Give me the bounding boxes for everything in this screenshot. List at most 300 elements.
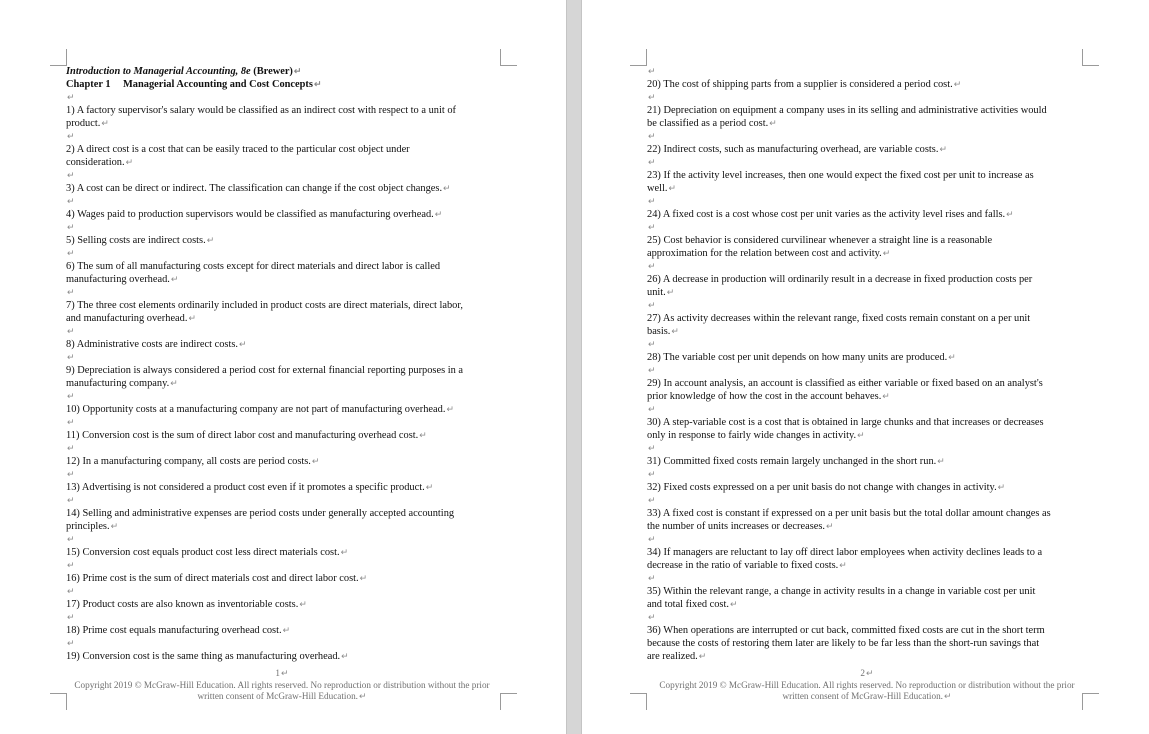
paragraph-mark-icon: ↵ xyxy=(446,404,454,414)
question-item xyxy=(647,104,1087,130)
empty-paragraph xyxy=(66,442,498,455)
question-text: Selling costs are indirect costs. xyxy=(77,235,206,246)
question-text: As activity decreases within the relevant range, fixed costs remain constant on a per unit xyxy=(662,313,1031,324)
question-item xyxy=(647,143,1087,156)
question-text: A step-variable cost is a cost that is obtained in large chunks and that increases or decreases xyxy=(662,417,1044,428)
paragraph-mark-icon: ↵ xyxy=(997,482,1006,492)
question-number: 12) xyxy=(66,456,80,467)
empty-paragraph xyxy=(647,91,1087,104)
copyright-line-1: Copyright 2019 © McGraw-Hill Education. All rights reserved. No reproduction or distribution without the prior xyxy=(659,679,1075,690)
question-line xyxy=(66,143,498,156)
question-number: 2) xyxy=(66,144,75,155)
question-text: If managers are reluctant to lay off direct labor employees when activity declines leads to a xyxy=(663,547,1043,558)
question-line xyxy=(647,143,1087,156)
paragraph-mark-icon: ↵ xyxy=(67,287,75,297)
question-line xyxy=(647,520,1087,533)
page-number: 2 xyxy=(860,668,866,678)
chapter-title: Managerial Accounting and Cost Concepts xyxy=(123,79,313,90)
question-item xyxy=(647,351,1087,364)
question-text: Administrative costs are indirect costs. xyxy=(76,339,238,350)
paragraph-mark-icon: ↵ xyxy=(866,668,874,678)
paragraph-mark-icon: ↵ xyxy=(358,691,367,701)
question-list xyxy=(66,91,498,663)
question-number: 14) xyxy=(66,508,80,519)
question-line xyxy=(647,351,1087,364)
question-line xyxy=(647,429,1087,442)
empty-paragraph xyxy=(647,338,1087,351)
question-line xyxy=(66,273,498,286)
question-line xyxy=(647,208,1087,221)
paragraph-mark-icon: ↵ xyxy=(668,183,677,193)
question-number: 9) xyxy=(66,365,75,376)
question-text: Depreciation is always considered a period cost for external financial reporting purposes in a xyxy=(77,365,464,376)
question-text: manufacturing company. xyxy=(66,378,170,389)
question-text: Conversion cost equals product cost less direct materials cost. xyxy=(82,547,340,558)
paragraph-mark-icon: ↵ xyxy=(281,668,289,678)
paragraph-mark-icon: ↵ xyxy=(67,443,75,453)
chapter-heading xyxy=(66,78,498,91)
question-text: consideration. xyxy=(66,157,125,168)
question-item xyxy=(647,273,1087,299)
paragraph-mark-icon: ↵ xyxy=(434,209,443,219)
crop-mark-top-left xyxy=(630,49,647,66)
question-line xyxy=(647,650,1087,663)
paragraph-mark-icon: ↵ xyxy=(648,365,656,375)
question-text: Indirect costs, such as manufacturing overhead, are variable costs. xyxy=(663,144,939,155)
paragraph-mark-icon: ↵ xyxy=(729,599,738,609)
page-gutter xyxy=(566,0,582,734)
question-item xyxy=(647,78,1087,91)
question-number: 33) xyxy=(647,508,661,519)
question-number: 28) xyxy=(647,352,661,363)
question-line xyxy=(66,364,498,377)
paragraph-mark-icon: ↵ xyxy=(937,456,945,466)
paragraph-mark-icon: ↵ xyxy=(67,196,75,206)
paragraph-mark-icon: ↵ xyxy=(311,456,320,466)
paragraph-mark-icon: ↵ xyxy=(341,651,349,661)
question-text: approximation for the relation between cost and activity. xyxy=(647,248,882,259)
paragraph-mark-icon: ↵ xyxy=(648,469,656,479)
question-text: Advertising is not considered a product cost even if it promotes a specific product. xyxy=(81,482,425,493)
question-item xyxy=(647,507,1087,533)
paragraph-mark-icon: ↵ xyxy=(67,131,75,141)
copyright-line-1: Copyright 2019 © McGraw-Hill Education. All rights reserved. No reproduction or distribution without the prior xyxy=(74,679,490,690)
question-line xyxy=(66,377,498,390)
question-line xyxy=(66,312,498,325)
question-line xyxy=(647,455,1087,468)
empty-paragraph xyxy=(66,221,498,234)
question-number: 34) xyxy=(647,547,661,558)
question-number: 23) xyxy=(647,170,661,181)
paragraph-mark-icon: ↵ xyxy=(939,144,947,154)
empty-paragraph xyxy=(66,351,498,364)
question-line xyxy=(647,117,1087,130)
question-item xyxy=(647,481,1087,494)
question-line xyxy=(647,325,1087,338)
question-text: be classified as a period cost. xyxy=(647,118,769,129)
question-text: prior knowledge of how the cost in the account behaves. xyxy=(647,391,882,402)
question-line xyxy=(66,507,498,520)
crop-mark-bottom-left xyxy=(50,693,67,710)
question-line xyxy=(66,260,498,273)
question-text: In a manufacturing company, all costs are period costs. xyxy=(82,456,311,467)
question-item xyxy=(647,585,1087,611)
question-text: Wages paid to production supervisors would be classified as manufacturing overhead. xyxy=(77,209,434,220)
question-line xyxy=(66,650,498,663)
paragraph-mark-icon: ↵ xyxy=(943,691,952,701)
question-line xyxy=(647,104,1087,117)
question-line xyxy=(647,546,1087,559)
question-line xyxy=(647,377,1087,390)
question-number: 17) xyxy=(66,599,80,610)
empty-paragraph xyxy=(647,195,1087,208)
empty-paragraph xyxy=(647,468,1087,481)
paragraph-mark-icon: ↵ xyxy=(67,222,75,232)
question-text: The variable cost per unit depends on how many units are produced. xyxy=(663,352,948,363)
question-text: The sum of all manufacturing costs except for direct materials and direct labor is called xyxy=(77,261,441,272)
question-number: 16) xyxy=(66,573,80,584)
paragraph-mark-icon: ↵ xyxy=(170,378,178,388)
empty-paragraph xyxy=(66,468,498,481)
paragraph-mark-icon: ↵ xyxy=(648,534,656,544)
document-page-2 xyxy=(582,0,1149,734)
question-line xyxy=(647,312,1087,325)
question-number: 22) xyxy=(647,144,661,155)
question-number: 29) xyxy=(647,378,661,389)
paragraph-mark-icon: ↵ xyxy=(671,326,679,336)
empty-paragraph xyxy=(66,416,498,429)
question-text: the number of units increases or decreases. xyxy=(647,521,826,532)
question-item xyxy=(66,364,498,390)
question-line xyxy=(66,338,498,351)
paragraph-mark-icon: ↵ xyxy=(648,66,656,76)
question-number: 26) xyxy=(647,274,661,285)
question-item xyxy=(66,455,498,468)
paragraph-mark-icon: ↵ xyxy=(101,118,109,128)
book-title: Introduction to Managerial Accounting, 8e xyxy=(66,66,251,77)
paragraph-mark-icon: ↵ xyxy=(170,274,179,284)
question-item xyxy=(66,182,498,195)
question-line xyxy=(647,234,1087,247)
question-line xyxy=(647,585,1087,598)
question-text: A fixed cost is a cost whose cost per unit varies as the activity level rises and falls. xyxy=(662,209,1006,220)
paragraph-mark-icon: ↵ xyxy=(666,287,675,297)
question-line xyxy=(66,104,498,117)
paragraph-mark-icon: ↵ xyxy=(67,586,75,596)
question-number: 4) xyxy=(66,209,75,220)
question-text: only in response to fairly wide changes in activity. xyxy=(647,430,857,441)
question-text: Selling and administrative expenses are period costs under generally accepted accounting xyxy=(82,508,455,519)
question-line xyxy=(647,637,1087,650)
paragraph-mark-icon: ↵ xyxy=(110,521,119,531)
page-body[interactable] xyxy=(647,65,1087,663)
question-line xyxy=(66,546,498,559)
paragraph-mark-icon: ↵ xyxy=(340,547,349,557)
question-number: 6) xyxy=(66,261,75,272)
question-line xyxy=(66,429,498,442)
paragraph-mark-icon: ↵ xyxy=(125,157,134,167)
crop-mark-bottom-left xyxy=(630,693,647,710)
question-number: 1) xyxy=(66,105,75,116)
question-number: 21) xyxy=(647,105,661,116)
paragraph-mark-icon: ↵ xyxy=(282,625,291,635)
question-line xyxy=(66,299,498,312)
empty-paragraph xyxy=(66,130,498,143)
question-number: 18) xyxy=(66,625,80,636)
question-text: decrease in the ratio of variable to fixed costs. xyxy=(647,560,839,571)
question-item xyxy=(647,312,1087,338)
page-body[interactable] xyxy=(66,65,498,663)
question-line xyxy=(647,416,1087,429)
empty-paragraph xyxy=(66,325,498,338)
empty-paragraph xyxy=(66,390,498,403)
paragraph-mark-icon: ↵ xyxy=(425,482,434,492)
question-number: 20) xyxy=(647,79,661,90)
page-footer xyxy=(647,668,1087,703)
empty-paragraph xyxy=(647,156,1087,169)
paragraph-mark-icon: ↵ xyxy=(67,326,75,336)
paragraph-mark-icon: ↵ xyxy=(419,430,427,440)
paragraph-mark-icon: ↵ xyxy=(648,495,656,505)
paragraph-mark-icon: ↵ xyxy=(648,612,656,622)
question-number: 35) xyxy=(647,586,661,597)
paragraph-mark-icon: ↵ xyxy=(313,79,322,89)
question-number: 31) xyxy=(647,456,661,467)
question-text: Conversion cost is the sum of direct labor cost and manufacturing overhead cost. xyxy=(82,430,419,441)
question-text: Cost behavior is considered curvilinear whenever a straight line is a reasonable xyxy=(663,235,993,246)
question-text: Conversion cost is the same thing as manufacturing overhead. xyxy=(82,651,341,662)
question-line xyxy=(647,559,1087,572)
question-line xyxy=(66,403,498,416)
paragraph-mark-icon: ↵ xyxy=(293,66,302,76)
question-item xyxy=(647,624,1087,663)
paragraph-mark-icon: ↵ xyxy=(648,573,656,583)
question-item xyxy=(66,299,498,325)
question-number: 36) xyxy=(647,625,661,636)
question-text: and total fixed cost. xyxy=(647,599,729,610)
question-item xyxy=(647,455,1087,468)
question-item xyxy=(66,104,498,130)
question-line xyxy=(66,117,498,130)
paragraph-mark-icon: ↵ xyxy=(67,391,75,401)
empty-paragraph xyxy=(66,637,498,650)
paragraph-mark-icon: ↵ xyxy=(839,560,847,570)
question-item xyxy=(66,650,498,663)
empty-paragraph xyxy=(66,169,498,182)
question-line xyxy=(647,390,1087,403)
question-item xyxy=(66,481,498,494)
question-list xyxy=(647,78,1087,663)
question-line xyxy=(647,286,1087,299)
paragraph-mark-icon: ↵ xyxy=(67,534,75,544)
question-text: A direct cost is a cost that can be easily traced to the particular cost object under xyxy=(76,144,410,155)
empty-paragraph xyxy=(647,260,1087,273)
question-line xyxy=(647,624,1087,637)
question-item xyxy=(647,208,1087,221)
question-item xyxy=(647,416,1087,442)
question-text: unit. xyxy=(647,287,666,298)
paragraph-mark-icon: ↵ xyxy=(826,521,834,531)
question-text: When operations are interrupted or cut back, committed fixed costs are cut in the short term xyxy=(663,625,1045,636)
question-number: 30) xyxy=(647,417,661,428)
question-number: 10) xyxy=(66,404,80,415)
question-text: The cost of shipping parts from a supplier is considered a period cost. xyxy=(663,79,953,90)
question-number: 15) xyxy=(66,547,80,558)
question-number: 8) xyxy=(66,339,75,350)
paragraph-mark-icon: ↵ xyxy=(953,79,962,89)
question-text: principles. xyxy=(66,521,110,532)
question-text: Committed fixed costs remain largely unchanged in the short run. xyxy=(663,456,937,467)
question-line xyxy=(647,182,1087,195)
question-text: A cost can be direct or indirect. The classification can change if the cost object changes. xyxy=(76,183,443,194)
question-number: 25) xyxy=(647,235,661,246)
question-item xyxy=(66,338,498,351)
chapter-label: Chapter 1 xyxy=(66,79,111,90)
question-number: 13) xyxy=(66,482,80,493)
question-text: In account analysis, an account is classified as either variable or fixed based on an analyst's xyxy=(663,378,1043,389)
question-item xyxy=(66,234,498,247)
empty-paragraph xyxy=(647,572,1087,585)
empty-paragraph xyxy=(647,442,1087,455)
question-number: 27) xyxy=(647,313,661,324)
crop-mark-top-right xyxy=(1082,49,1099,66)
question-text: If the activity level increases, then one would expect the fixed cost per unit to increase as xyxy=(663,170,1034,181)
question-item xyxy=(66,208,498,221)
paragraph-mark-icon: ↵ xyxy=(648,222,656,232)
question-item xyxy=(647,546,1087,572)
question-line xyxy=(66,572,498,585)
paragraph-mark-icon: ↵ xyxy=(206,235,215,245)
question-line xyxy=(647,598,1087,611)
empty-paragraph xyxy=(647,611,1087,624)
question-number: 32) xyxy=(647,482,661,493)
question-number: 11) xyxy=(66,430,80,441)
empty-paragraph xyxy=(647,403,1087,416)
question-line xyxy=(66,182,498,195)
question-text: A fixed cost is constant if expressed on a per unit basis but the total dollar amount changes as xyxy=(662,508,1051,519)
empty-paragraph xyxy=(66,247,498,260)
empty-paragraph xyxy=(66,91,498,104)
empty-paragraph xyxy=(66,195,498,208)
question-line xyxy=(66,234,498,247)
paragraph-mark-icon: ↵ xyxy=(698,651,707,661)
question-text: Prime cost is the sum of direct materials cost and direct labor cost. xyxy=(82,573,359,584)
empty-paragraph xyxy=(647,221,1087,234)
page-number: 1 xyxy=(275,668,281,678)
question-text: A decrease in production will ordinarily result in a decrease in fixed production costs per xyxy=(662,274,1033,285)
empty-paragraph xyxy=(647,494,1087,507)
page-footer xyxy=(66,668,498,703)
question-line xyxy=(66,156,498,169)
question-item xyxy=(66,572,498,585)
question-text: well. xyxy=(647,183,668,194)
paragraph-mark-icon: ↵ xyxy=(648,157,656,167)
paragraph-mark-icon: ↵ xyxy=(648,300,656,310)
question-item xyxy=(66,260,498,286)
question-line xyxy=(647,507,1087,520)
paragraph-mark-icon: ↵ xyxy=(857,430,865,440)
question-line xyxy=(66,208,498,221)
question-line xyxy=(66,520,498,533)
paragraph-mark-icon: ↵ xyxy=(648,261,656,271)
paragraph-mark-icon: ↵ xyxy=(648,404,656,414)
question-text: Opportunity costs at a manufacturing company are not part of manufacturing overhead. xyxy=(82,404,446,415)
paragraph-mark-icon: ↵ xyxy=(648,92,656,102)
question-item xyxy=(647,377,1087,403)
copyright-line-2: written consent of McGraw-Hill Education. xyxy=(782,691,943,701)
paragraph-mark-icon: ↵ xyxy=(948,352,956,362)
paragraph-mark-icon: ↵ xyxy=(67,638,75,648)
empty-paragraph xyxy=(66,286,498,299)
crop-mark-top-left xyxy=(50,49,67,66)
question-item xyxy=(66,507,498,533)
question-item xyxy=(647,234,1087,260)
paragraph-mark-icon: ↵ xyxy=(648,443,656,453)
paragraph-mark-icon: ↵ xyxy=(188,313,197,323)
paragraph-mark-icon: ↵ xyxy=(359,573,368,583)
paragraph-mark-icon: ↵ xyxy=(239,339,247,349)
question-line xyxy=(66,455,498,468)
paragraph-mark-icon: ↵ xyxy=(67,612,75,622)
empty-paragraph xyxy=(66,585,498,598)
paragraph-mark-icon: ↵ xyxy=(67,417,75,427)
question-text: Depreciation on equipment a company uses in its selling and administrative activities would xyxy=(663,105,1047,116)
question-item xyxy=(647,169,1087,195)
question-item xyxy=(66,624,498,637)
paragraph-mark-icon: ↵ xyxy=(67,560,75,570)
book-author: (Brewer) xyxy=(253,66,293,77)
question-line xyxy=(66,598,498,611)
empty-paragraph xyxy=(647,65,1087,78)
question-text: Product costs are also known as inventoriable costs. xyxy=(82,599,299,610)
empty-paragraph xyxy=(66,611,498,624)
paragraph-mark-icon: ↵ xyxy=(1006,209,1014,219)
question-number: 19) xyxy=(66,651,80,662)
empty-paragraph xyxy=(66,533,498,546)
empty-paragraph xyxy=(647,299,1087,312)
crop-mark-top-right xyxy=(500,49,517,66)
document-page-1 xyxy=(0,0,566,734)
question-item xyxy=(66,546,498,559)
question-line xyxy=(647,169,1087,182)
empty-paragraph xyxy=(66,559,498,572)
question-text: The three cost elements ordinarily included in product costs are direct materials, direct labor, xyxy=(77,300,463,311)
paragraph-mark-icon: ↵ xyxy=(67,170,75,180)
crop-mark-bottom-right xyxy=(500,693,517,710)
question-item xyxy=(66,403,498,416)
question-text: and manufacturing overhead. xyxy=(66,313,188,324)
book-title-line xyxy=(66,65,498,78)
paragraph-mark-icon: ↵ xyxy=(648,131,656,141)
question-line xyxy=(647,247,1087,260)
question-item xyxy=(66,143,498,169)
empty-paragraph xyxy=(647,130,1087,143)
question-text: Fixed costs expressed on a per unit basis do not change with changes in activity. xyxy=(663,482,997,493)
paragraph-mark-icon: ↵ xyxy=(648,339,656,349)
paragraph-mark-icon: ↵ xyxy=(67,92,75,102)
question-line xyxy=(66,624,498,637)
paragraph-mark-icon: ↵ xyxy=(67,469,75,479)
paragraph-mark-icon: ↵ xyxy=(882,248,891,258)
question-line xyxy=(66,481,498,494)
paragraph-mark-icon: ↵ xyxy=(882,391,890,401)
question-text: basis. xyxy=(647,326,671,337)
paragraph-mark-icon: ↵ xyxy=(67,248,75,258)
question-text: Within the relevant range, a change in activity results in a change in variable cost per unit xyxy=(663,586,1036,597)
empty-paragraph xyxy=(66,494,498,507)
paragraph-mark-icon: ↵ xyxy=(443,183,451,193)
question-line xyxy=(647,78,1087,91)
